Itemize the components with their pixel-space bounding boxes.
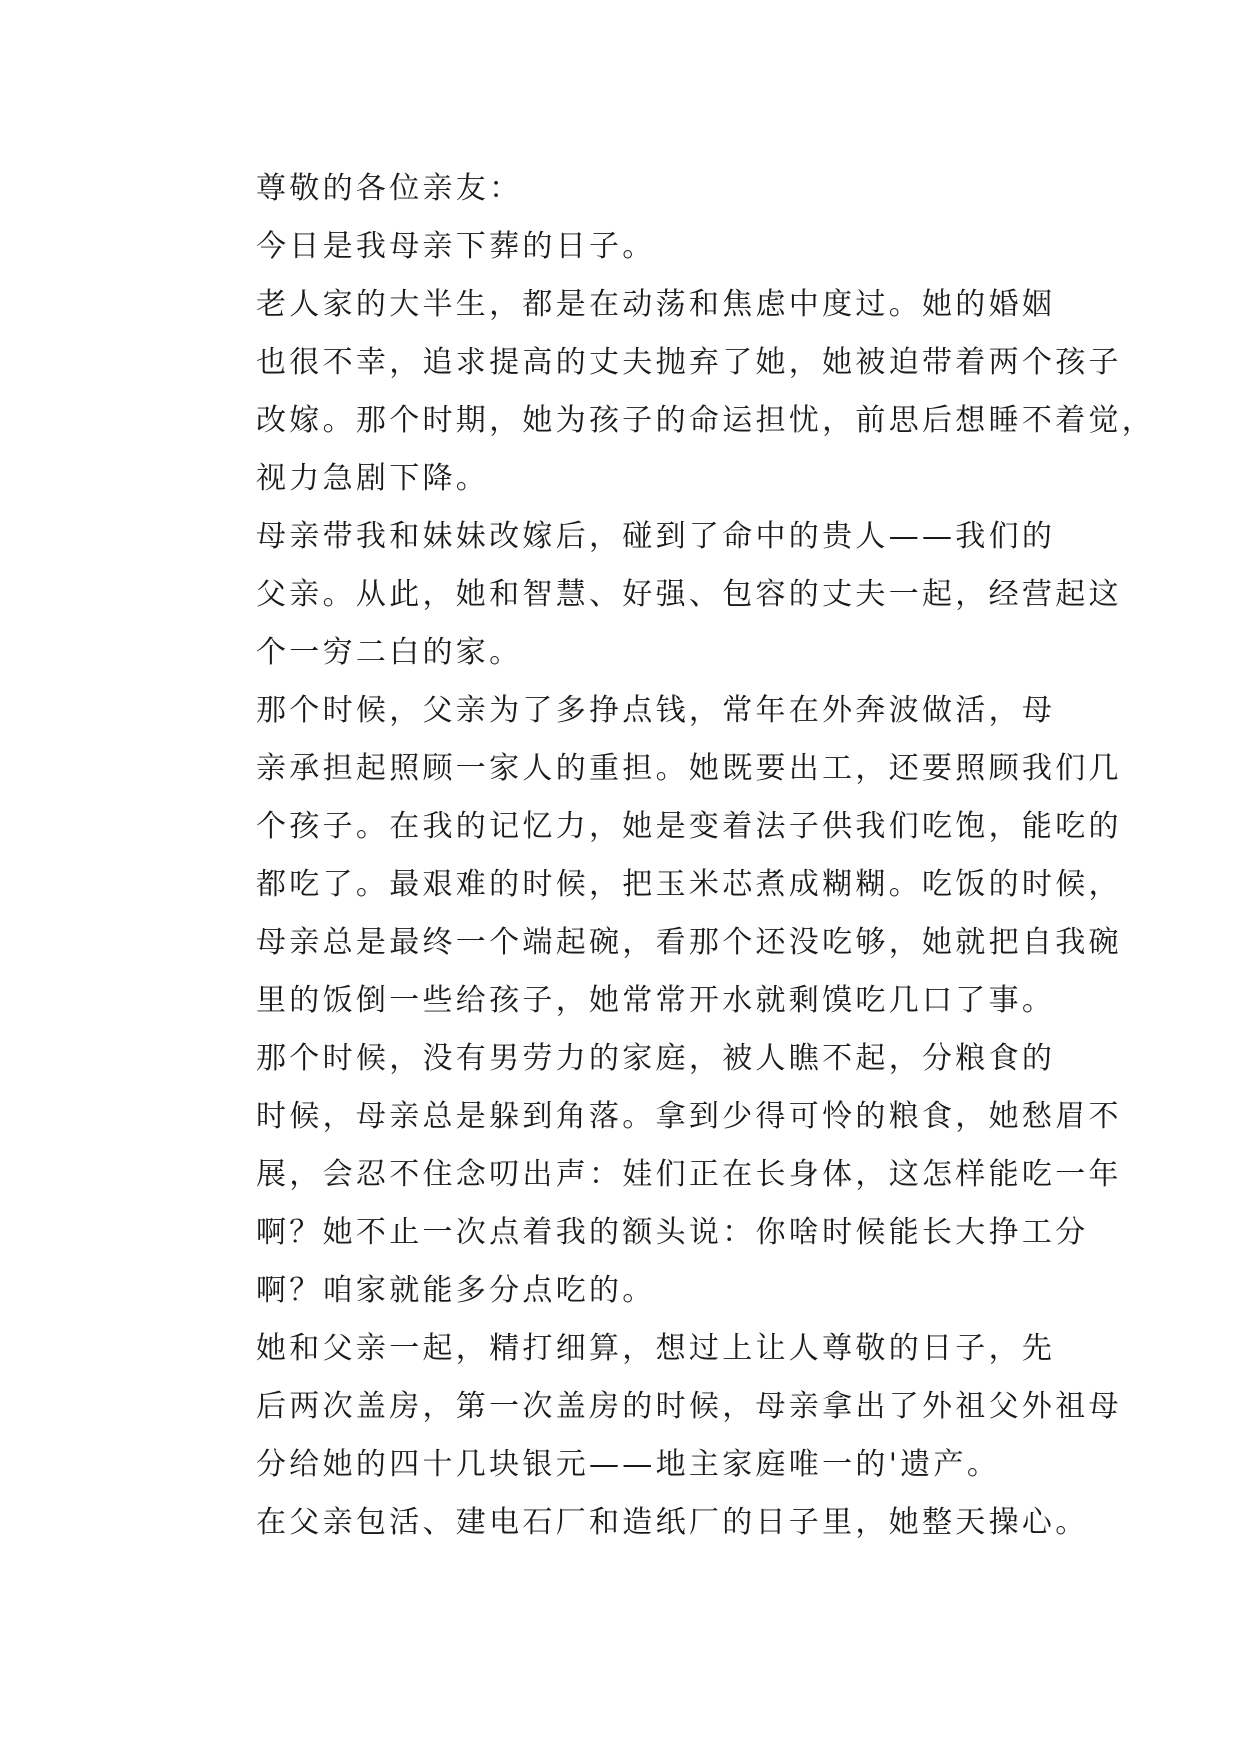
paragraph-line: 改嫁。那个时期，她为孩子的命运担忧，前思后想睡不着觉， xyxy=(256,403,1156,438)
paragraph xyxy=(190,276,1156,508)
paragraph-line: 个孩子。在我的记忆力，她是变着法子供我们吃饱，能吃的 xyxy=(256,809,1122,844)
paragraph xyxy=(190,1494,1089,1552)
paragraph-line: 都吃了。最艰难的时候，把玉米芯煮成糊糊。吃饭的时候， xyxy=(256,867,1122,902)
paragraph-line: 也很不幸，追求提高的丈夫抛弃了她，她被迫带着两个孩子 xyxy=(256,345,1122,380)
paragraph xyxy=(190,218,1060,276)
paragraph-line: 后两次盖房，第一次盖房的时候，母亲拿出了外祖父外祖母 xyxy=(256,1389,1122,1424)
paragraph-line: 母亲总是最终一个端起碗，看那个还没吃够，她就把自我碗 xyxy=(256,925,1122,960)
paragraph-line: 在父亲包活、建电石厂和造纸厂的日子里，她整天操心。 xyxy=(256,1505,1089,1540)
paragraph-line: 父亲。从此，她和智慧、好强、包容的丈夫一起，经营起这 xyxy=(256,577,1122,612)
paragraph-line: 母亲带我和妹妹改嫁后，碰到了命中的贵人——我们的 xyxy=(256,519,1056,554)
paragraph xyxy=(190,1320,1122,1494)
paragraph-line: 时候，母亲总是躲到角落。拿到少得可怜的粮食，她愁眉不 xyxy=(256,1099,1122,1134)
paragraph-line: 视力急剧下降。 xyxy=(256,461,490,496)
paragraph-line: 分给她的四十几块银元——地主家庭唯一的'遗产。 xyxy=(256,1447,1001,1482)
paragraph xyxy=(190,160,1060,218)
paragraph-line: 老人家的大半生，都是在动荡和焦虑中度过。她的婚姻 xyxy=(256,287,1056,322)
paragraph-line: 今日是我母亲下葬的日子。 xyxy=(256,229,656,264)
paragraph-line: 个一穷二白的家。 xyxy=(256,635,523,670)
paragraph-line: 啊？她不止一次点着我的额头说：你啥时候能长大挣工分 xyxy=(256,1215,1089,1250)
paragraph-list xyxy=(190,160,1156,1552)
paragraph-line: 展，会忍不住念叨出声：娃们正在长身体，这怎样能吃一年 xyxy=(256,1157,1122,1192)
paragraph-line: 里的饭倒一些给孩子，她常常开水就剩馍吃几口了事。 xyxy=(256,983,1056,1018)
paragraph xyxy=(190,682,1122,1030)
paragraph-line: 那个时候，没有男劳力的家庭，被人瞧不起，分粮食的 xyxy=(256,1041,1056,1076)
paragraph-line: 尊敬的各位亲友： xyxy=(256,171,523,206)
paragraph xyxy=(190,1030,1122,1320)
document-body xyxy=(190,160,1156,1552)
paragraph-line: 亲承担起照顾一家人的重担。她既要出工，还要照顾我们几 xyxy=(256,751,1122,786)
paragraph xyxy=(190,508,1122,682)
paragraph-line: 那个时候，父亲为了多挣点钱，常年在外奔波做活，母 xyxy=(256,693,1056,728)
paragraph-line: 啊？咱家就能多分点吃的。 xyxy=(256,1273,656,1308)
paragraph-line: 她和父亲一起，精打细算，想过上让人尊敬的日子，先 xyxy=(256,1331,1056,1366)
